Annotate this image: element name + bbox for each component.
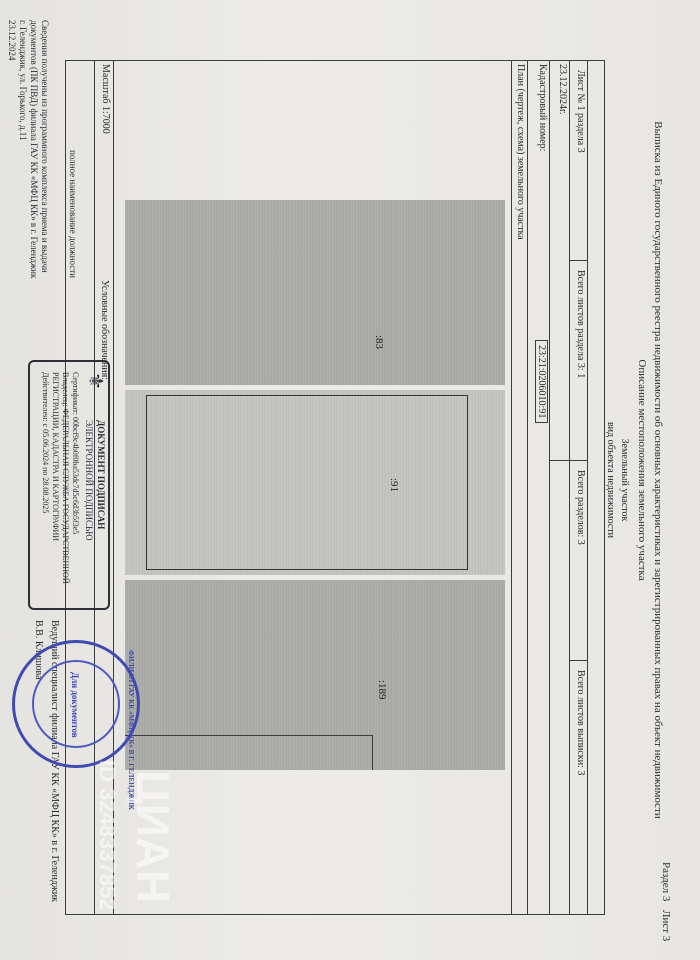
total-sheets-extract: Всего листов выписки: 3: [575, 670, 586, 776]
footer-line-2: документов (ПК ПВД) филиала ГАУ КК «МФЦ КК» в г. Геленджик: [29, 20, 39, 279]
cadastral-value: 23:21:0206010:91: [535, 340, 548, 423]
table-rule: [527, 60, 528, 915]
section-number: Раздел 3: [660, 862, 672, 902]
document-title: Выписка из Единого государственного реестра недвижимости об основных характеристиках и зарегистрированных правах на объект недвижимости: [652, 121, 664, 819]
object-type: Земельный участок: [619, 438, 630, 522]
parcel-91-outline: [146, 395, 468, 570]
stamp-center-text: Для документов: [70, 672, 80, 738]
footer-line-3: г. Геленджик, ул. Горького, д.11: [18, 20, 28, 141]
extract-date: 23.12.2024г.: [557, 64, 568, 115]
total-sections: Всего разделов: 3: [575, 470, 586, 545]
signature-valid: Действителен: с 05.06.2024 по 28.08.2025: [41, 372, 50, 514]
table-rule: [511, 60, 512, 915]
watermark-id: ID 3248337852: [95, 760, 120, 911]
parcel-91-label: :91: [388, 478, 400, 493]
total-sheets-section: Всего листов раздела 3: 1: [575, 270, 586, 379]
table-rule: [587, 60, 588, 915]
signature-owner: Владелец: ФЕДЕРАЛЬНАЯ СЛУЖБА ГОСУДАРСТВЕННОЙ: [61, 372, 70, 584]
scale: Масштаб 1:7000: [100, 64, 111, 134]
table-rule: [570, 660, 588, 661]
footer-line-4: 23.12.2024: [7, 20, 17, 61]
table-rule: [569, 60, 570, 915]
parcel-edge: [372, 735, 373, 770]
watermark-brand: ЦИАН: [127, 770, 179, 904]
signature-subtitle: ЭЛЕКТРОННОЙ ПОДПИСЬЮ: [84, 420, 94, 541]
legend-title: Условные обозначения:: [99, 280, 110, 381]
official-position: Ведущий специалист филиала ГАУ КК «МФЦ КК» в г. Геленджик: [49, 620, 60, 903]
parcel-189-label: :189: [376, 680, 388, 700]
signature-title: ДОКУМЕНТ ПОДПИСАН: [96, 420, 106, 530]
stamp-ring-text: ФИЛИАЛ ГАУ КК «МФЦ КК» В Г. ГЕЛЕНДЖИК: [127, 650, 135, 810]
plan-label: План (чертеж, схема) земельного участка: [515, 64, 526, 240]
table-rule: [550, 460, 570, 461]
parcel-83-label: :83: [373, 335, 385, 350]
document-subtitle: Описание местоположения земельного участка: [636, 359, 648, 581]
sheet-number: Лист 3: [660, 910, 672, 942]
signature-cert: Сертификат: 00bcf9c4b0f0ba53dc7d5c6d3b5f3e5: [71, 372, 80, 535]
official-name: В.В. Клишова: [33, 620, 44, 680]
signature-owner-2: РЕГИСТРАЦИИ, КАДАСТРА И КАРТОГРАФИИ: [51, 372, 60, 542]
object-type-caption: вид объекта недвижимости: [605, 421, 616, 539]
sheet-label: Лист № 1 раздела 3: [575, 70, 586, 153]
footer-line-1: Сведения получены из программного комплекса приема и выдачи: [40, 20, 50, 273]
parcel-83: [125, 200, 505, 385]
table-rule: [570, 260, 588, 261]
position-caption: полное наименование должности: [68, 150, 78, 278]
parcel-edge: [125, 735, 373, 736]
table-rule: [549, 60, 550, 915]
table-rule: [570, 460, 588, 461]
emblem-icon: ⚜: [84, 372, 106, 390]
cadastral-label: Кадастровый номер:: [537, 64, 548, 152]
parcel-189: [125, 580, 505, 770]
